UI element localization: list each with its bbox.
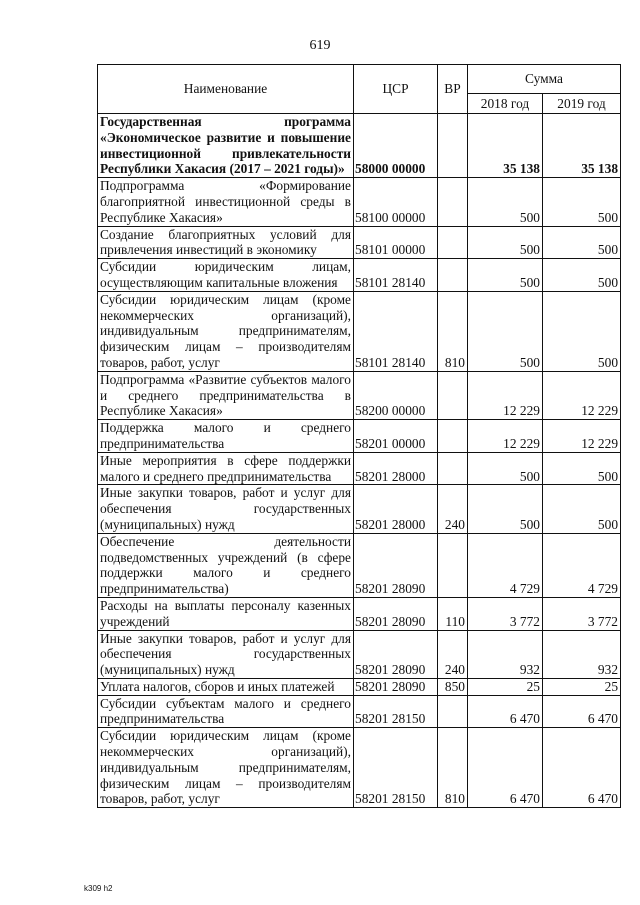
table-row (98, 114, 621, 178)
row-vr (438, 533, 468, 597)
row-sum-2019: 932 (543, 630, 621, 678)
row-name: Субсидии субъектам малого и среднего предпринимательства (98, 695, 354, 728)
table-row (98, 728, 621, 808)
row-vr: 850 (438, 678, 468, 695)
header-csr: ЦСР (354, 65, 438, 114)
table-row (98, 695, 621, 728)
row-vr: 110 (438, 597, 468, 630)
row-vr (438, 259, 468, 292)
table-row (98, 371, 621, 419)
row-sum-2019: 500 (543, 259, 621, 292)
row-csr: 58000 00000 (354, 114, 438, 178)
row-vr: 810 (438, 291, 468, 371)
row-sum-2018: 500 (468, 178, 543, 226)
header-year-2018: 2018 год (468, 94, 543, 114)
row-name: Обеспечение деятельности подведомственных учреждений (в сфере поддержки малого и среднего предпринимательства) (98, 533, 354, 597)
row-sum-2018: 12 229 (468, 420, 543, 453)
row-csr: 58201 28090 (354, 597, 438, 630)
row-csr: 58101 28140 (354, 259, 438, 292)
table-row (98, 630, 621, 678)
row-sum-2018: 500 (468, 485, 543, 533)
row-csr: 58201 28090 (354, 533, 438, 597)
row-name: Субсидии юридическим лицам (кроме некоммерческих организаций), индивидуальным предпринимателям, физическим лицам – производителям товаров, работ, услуг (98, 291, 354, 371)
row-csr: 58201 00000 (354, 420, 438, 453)
row-sum-2018: 500 (468, 226, 543, 259)
row-sum-2019: 6 470 (543, 728, 621, 808)
row-sum-2018: 12 229 (468, 371, 543, 419)
row-vr (438, 452, 468, 485)
row-name: Иные закупки товаров, работ и услуг для обеспечения государственных (муниципальных) нужд (98, 485, 354, 533)
row-vr (438, 178, 468, 226)
row-name: Создание благоприятных условий для привлечения инвестиций в экономику (98, 226, 354, 259)
row-sum-2019: 500 (543, 291, 621, 371)
row-name: Подпрограмма «Формирование благоприятной инвестиционной среды в Республике Хакасия» (98, 178, 354, 226)
row-name: Иные закупки товаров, работ и услуг для обеспечения государственных (муниципальных) нужд (98, 630, 354, 678)
row-vr (438, 371, 468, 419)
row-csr: 58201 28150 (354, 728, 438, 808)
row-csr: 58201 28000 (354, 485, 438, 533)
row-name: Уплата налогов, сборов и иных платежей (98, 678, 354, 695)
row-csr: 58201 28000 (354, 452, 438, 485)
footer-code: k309 h2 (84, 884, 113, 893)
row-vr: 240 (438, 630, 468, 678)
table-body (98, 114, 621, 808)
row-vr: 240 (438, 485, 468, 533)
row-sum-2019: 3 772 (543, 597, 621, 630)
row-csr: 58201 28090 (354, 678, 438, 695)
row-sum-2018: 6 470 (468, 728, 543, 808)
row-vr (438, 420, 468, 453)
header-year-2019: 2019 год (543, 94, 621, 114)
budget-table (97, 64, 621, 808)
row-sum-2019: 12 229 (543, 371, 621, 419)
row-name: Государственная программа «Экономическое развитие и повышение инвестиционной привлекательности Республики Хакасия (2017 – 2021 годы)» (98, 114, 354, 178)
row-csr: 58101 28140 (354, 291, 438, 371)
table-row (98, 178, 621, 226)
row-sum-2018: 6 470 (468, 695, 543, 728)
row-csr: 58200 00000 (354, 371, 438, 419)
row-name: Расходы на выплаты персоналу казенных учреждений (98, 597, 354, 630)
row-sum-2019: 500 (543, 178, 621, 226)
row-name: Поддержка малого и среднего предпринимательства (98, 420, 354, 453)
row-vr: 810 (438, 728, 468, 808)
row-sum-2018: 500 (468, 291, 543, 371)
page-number: 619 (309, 38, 331, 53)
row-sum-2018: 4 729 (468, 533, 543, 597)
row-sum-2018: 500 (468, 259, 543, 292)
row-csr: 58201 28090 (354, 630, 438, 678)
table-row (98, 420, 621, 453)
row-name: Субсидии юридическим лицам (кроме некоммерческих организаций), индивидуальным предпринимателям, физическим лицам – производителям товаров, работ, услуг (98, 728, 354, 808)
row-sum-2019: 6 470 (543, 695, 621, 728)
row-sum-2018: 932 (468, 630, 543, 678)
row-vr (438, 695, 468, 728)
row-sum-2019: 500 (543, 485, 621, 533)
row-sum-2018: 35 138 (468, 114, 543, 178)
row-name: Иные мероприятия в сфере поддержки малого и среднего предпринимательства (98, 452, 354, 485)
table-row (98, 533, 621, 597)
table-row (98, 452, 621, 485)
table-row (98, 597, 621, 630)
row-sum-2019: 12 229 (543, 420, 621, 453)
table-row (98, 226, 621, 259)
header-vr: ВР (438, 65, 468, 114)
row-sum-2019: 25 (543, 678, 621, 695)
header-sum: Сумма (468, 65, 621, 94)
row-sum-2019: 4 729 (543, 533, 621, 597)
table-row (98, 678, 621, 695)
row-csr: 58101 00000 (354, 226, 438, 259)
table-row (98, 259, 621, 292)
table-row (98, 485, 621, 533)
row-vr (438, 114, 468, 178)
row-name: Подпрограмма «Развитие субъектов малого и среднего предпринимательства в Республике Хакасия» (98, 371, 354, 419)
row-sum-2018: 25 (468, 678, 543, 695)
row-name: Субсидии юридическим лицам, осуществляющим капитальные вложения (98, 259, 354, 292)
row-sum-2019: 35 138 (543, 114, 621, 178)
row-csr: 58201 28150 (354, 695, 438, 728)
row-sum-2018: 3 772 (468, 597, 543, 630)
header-name: Наименование (98, 65, 354, 114)
row-csr: 58100 00000 (354, 178, 438, 226)
row-sum-2019: 500 (543, 452, 621, 485)
row-sum-2019: 500 (543, 226, 621, 259)
row-sum-2018: 500 (468, 452, 543, 485)
row-vr (438, 226, 468, 259)
table-row (98, 291, 621, 371)
